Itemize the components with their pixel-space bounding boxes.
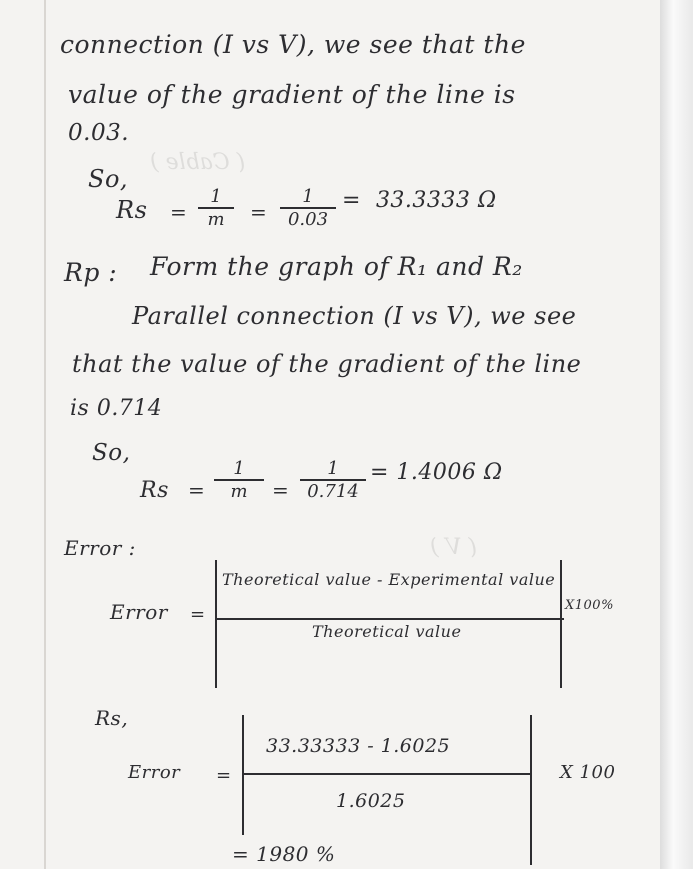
text-line: that the value of the gradient of the line — [72, 350, 582, 378]
error-heading: Error : — [64, 536, 136, 560]
denominator: m — [230, 480, 248, 502]
text-line: So, — [92, 440, 131, 466]
margin-line — [44, 0, 46, 869]
fraction — [300, 458, 366, 502]
equals-sign: = — [272, 478, 290, 502]
multiplier: X 100 — [560, 762, 616, 783]
page-edge-strip — [660, 0, 693, 869]
fraction-bar — [244, 773, 530, 775]
abs-bar-right — [560, 560, 562, 688]
value: 33.3333 Ω — [375, 188, 497, 213]
rs-label: Rs — [140, 478, 169, 503]
denominator: m — [207, 208, 225, 230]
fraction — [214, 458, 264, 502]
numerator: 1 — [327, 458, 339, 479]
rs-value — [342, 188, 497, 213]
multiplier: X100% — [565, 598, 614, 613]
equals-sign: = — [216, 765, 232, 786]
numerator: 1 — [210, 186, 222, 207]
equals-sign: = — [190, 604, 206, 625]
text-line: value of the gradient of the line is — [68, 80, 516, 109]
error-label: Error — [128, 762, 181, 783]
text-line: 0.03. — [68, 120, 130, 146]
rp-value: = 1.4006 Ω — [370, 460, 503, 485]
rs-section-label: Rs, — [95, 706, 129, 730]
bleed-through-text: ( Cable ) — [150, 150, 246, 175]
numerator: 1 — [302, 186, 314, 207]
abs-bar-left — [215, 560, 217, 688]
text-line: is 0.714 — [70, 396, 163, 421]
equals-sign: = — [250, 200, 268, 224]
fraction-bar — [216, 618, 564, 620]
text-line: connection (I vs V), we see that the — [60, 30, 526, 59]
text-line: Parallel connection (I vs V), we see — [132, 302, 577, 330]
rs-label: Rs — [116, 196, 148, 224]
equals-sign: = — [342, 188, 361, 213]
text-line: Form the graph of R₁ and R₂ — [150, 252, 523, 281]
bleed-through-text: ( V ) — [430, 535, 478, 560]
numerator: 1 — [233, 458, 245, 479]
equals-sign: = — [188, 478, 206, 502]
equals-sign: = — [170, 200, 188, 224]
abs-bar-right — [530, 715, 532, 865]
denominator: 0.03 — [287, 208, 329, 230]
final-result: = 1980 % — [232, 842, 336, 866]
rp-label: Rp : — [64, 258, 118, 287]
error-numerator: Theoretical value - Experimental value — [222, 570, 556, 589]
abs-bar-left — [242, 715, 244, 835]
denominator: 0.714 — [307, 480, 359, 502]
fraction — [198, 186, 234, 230]
text-line: So, — [88, 165, 129, 193]
error-denominator: Theoretical value — [312, 622, 462, 641]
error-numerator: 33.33333 - 1.6025 — [266, 735, 451, 757]
error-denominator: 1.6025 — [336, 790, 406, 812]
error-label: Error — [110, 600, 168, 624]
fraction — [280, 186, 336, 230]
